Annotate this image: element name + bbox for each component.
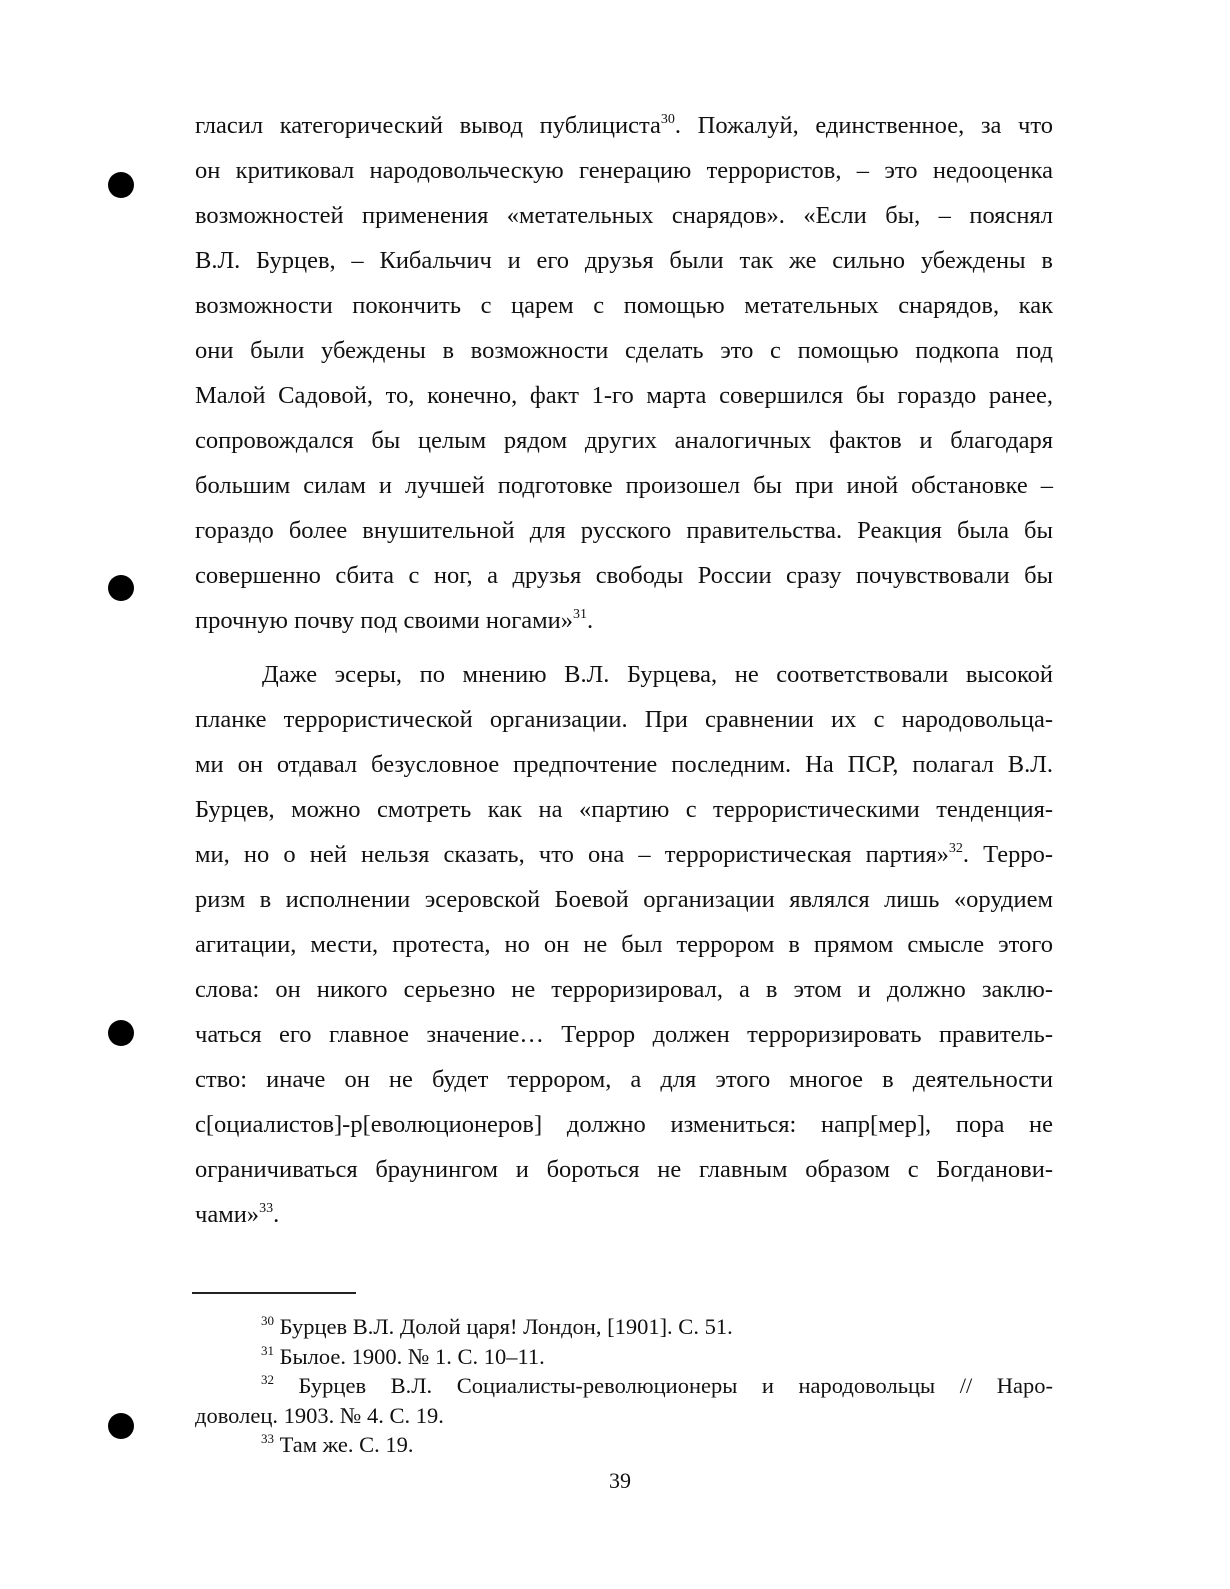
footnote-separator xyxy=(192,1292,356,1294)
text-line xyxy=(195,967,1053,1012)
line-text: возможностей применения «метательных снарядов». «Если бы, – пояснял xyxy=(195,202,1053,229)
footnote-reference: 33 xyxy=(259,1201,274,1216)
text-line xyxy=(195,922,1053,967)
line-text: . xyxy=(273,1201,280,1228)
binder-hole-icon xyxy=(108,1020,134,1046)
line-text: ство: иначе он не будет террором, а для этого многое в деятельности xyxy=(195,1066,1053,1093)
line-text: . xyxy=(587,607,594,634)
text-line xyxy=(195,283,1053,328)
line-text: . Пожалуй, единственное, за что xyxy=(674,112,1053,139)
text-line xyxy=(195,652,1053,697)
footnote-continuation: доволец. 1903. № 4. С. 19. xyxy=(195,1402,444,1428)
footnotes xyxy=(195,1312,1053,1460)
footnote-reference: 32 xyxy=(948,841,963,856)
footnote xyxy=(195,1342,1053,1372)
line-text: большим силам и лучшей подготовке произошел бы при иной обстановке – xyxy=(195,472,1053,499)
footnote xyxy=(195,1312,1053,1342)
line-text: Малой Садовой, то, конечно, факт 1-го марта совершился бы гораздо ранее, xyxy=(195,382,1053,409)
body-text xyxy=(195,103,1053,1237)
text-line xyxy=(195,553,1053,598)
footnote-text: Бурцев В.Л. Долой царя! Лондон, [1901]. С. 51. xyxy=(274,1314,733,1339)
line-text: прочную почву под своими ногами» xyxy=(195,607,574,634)
text-line xyxy=(195,463,1053,508)
text-line xyxy=(195,1057,1053,1102)
footnote xyxy=(195,1430,1053,1460)
footnote-number: 31 xyxy=(261,1342,274,1358)
footnote-text: Бурцев В.Л. Социалисты-революционеры и народовольцы // Наро- xyxy=(274,1373,1053,1398)
text-line xyxy=(195,328,1053,373)
text-line xyxy=(195,742,1053,787)
line-text: сопровождался бы целым рядом других аналогичных фактов и благодаря xyxy=(195,427,1053,454)
line-text: гласил категорический вывод публициста xyxy=(195,112,661,139)
page-number: 39 xyxy=(609,1468,631,1493)
line-text: чами» xyxy=(195,1201,260,1228)
line-text: слова: он никого серьезно не терроризировал, а в этом и должно заклю- xyxy=(195,976,1053,1003)
line-text: ризм в исполнении эсеровской Боевой организации являлся лишь «орудием xyxy=(195,886,1053,913)
footnote-number: 33 xyxy=(261,1431,274,1446)
paragraph xyxy=(195,103,1053,643)
text-line xyxy=(195,238,1053,283)
binder-hole-icon xyxy=(108,172,134,198)
line-text: возможности покончить с царем с помощью метательных снарядов, как xyxy=(195,292,1053,319)
text-line xyxy=(195,832,1053,877)
line-text: ограничиваться браунингом и бороться не главным образом с Богданови- xyxy=(195,1156,1053,1183)
line-text: ми он отдавал безусловное предпочтение последним. На ПСР, полагал В.Л. xyxy=(195,751,1053,778)
line-text: В.Л. Бурцев, – Кибальчич и его друзья были так же сильно убеждены в xyxy=(195,247,1053,274)
text-line xyxy=(195,508,1053,553)
line-text: Бурцев, можно смотреть как на «партию с террористическими тенденция- xyxy=(195,796,1053,823)
line-text: он критиковал народовольческую генерацию террористов, – это недооценка xyxy=(195,157,1053,184)
text-line xyxy=(195,787,1053,832)
line-text: планке террористической организации. При сравнении их с народовольца- xyxy=(195,706,1053,733)
text-line xyxy=(195,1012,1053,1057)
footnote-reference: 31 xyxy=(573,607,588,622)
text-line xyxy=(195,1192,1053,1237)
text-line xyxy=(195,877,1053,922)
line-text: агитации, мести, протеста, но он не был террором в прямом смысле этого xyxy=(195,931,1053,958)
paragraph xyxy=(195,652,1053,1237)
text-line xyxy=(195,598,1053,643)
line-text: совершенно сбита с ног, а друзья свободы России сразу почувствовали бы xyxy=(195,562,1053,589)
line-text: чаться его главное значение… Террор должен терроризировать правитель- xyxy=(195,1021,1053,1048)
line-text: ми, но о ней нельзя сказать, что она – террористическая партия» xyxy=(195,841,949,868)
binder-hole-icon xyxy=(108,1413,134,1439)
text-line xyxy=(195,148,1053,193)
line-text: гораздо более внушительной для русского правительства. Реакция была бы xyxy=(195,517,1053,544)
footnote-reference: 30 xyxy=(660,112,675,127)
footnote-text: Там же. С. 19. xyxy=(274,1432,414,1457)
text-line xyxy=(195,697,1053,742)
text-line xyxy=(195,1147,1053,1192)
binder-hole-icon xyxy=(108,575,134,601)
line-text: . Терро- xyxy=(962,841,1053,868)
text-line xyxy=(195,373,1053,418)
footnote-number: 30 xyxy=(261,1313,274,1328)
footnote-text: Былое. 1900. № 1. С. 10–11. xyxy=(274,1343,545,1369)
text-line xyxy=(195,103,1053,148)
footnote xyxy=(195,1371,1053,1401)
line-text: они были убеждены в возможности сделать это с помощью подкопа под xyxy=(195,337,1053,364)
text-line xyxy=(195,193,1053,238)
text-line xyxy=(195,1102,1053,1147)
line-text: с[оциалистов]-р[еволюционеров] должно измениться: напр[мер], пора не xyxy=(195,1111,1053,1138)
line-text: Даже эсеры, по мнению В.Л. Бурцева, не соответствовали высокой xyxy=(262,661,1053,688)
footnote-number: 32 xyxy=(261,1372,274,1387)
text-line xyxy=(195,418,1053,463)
